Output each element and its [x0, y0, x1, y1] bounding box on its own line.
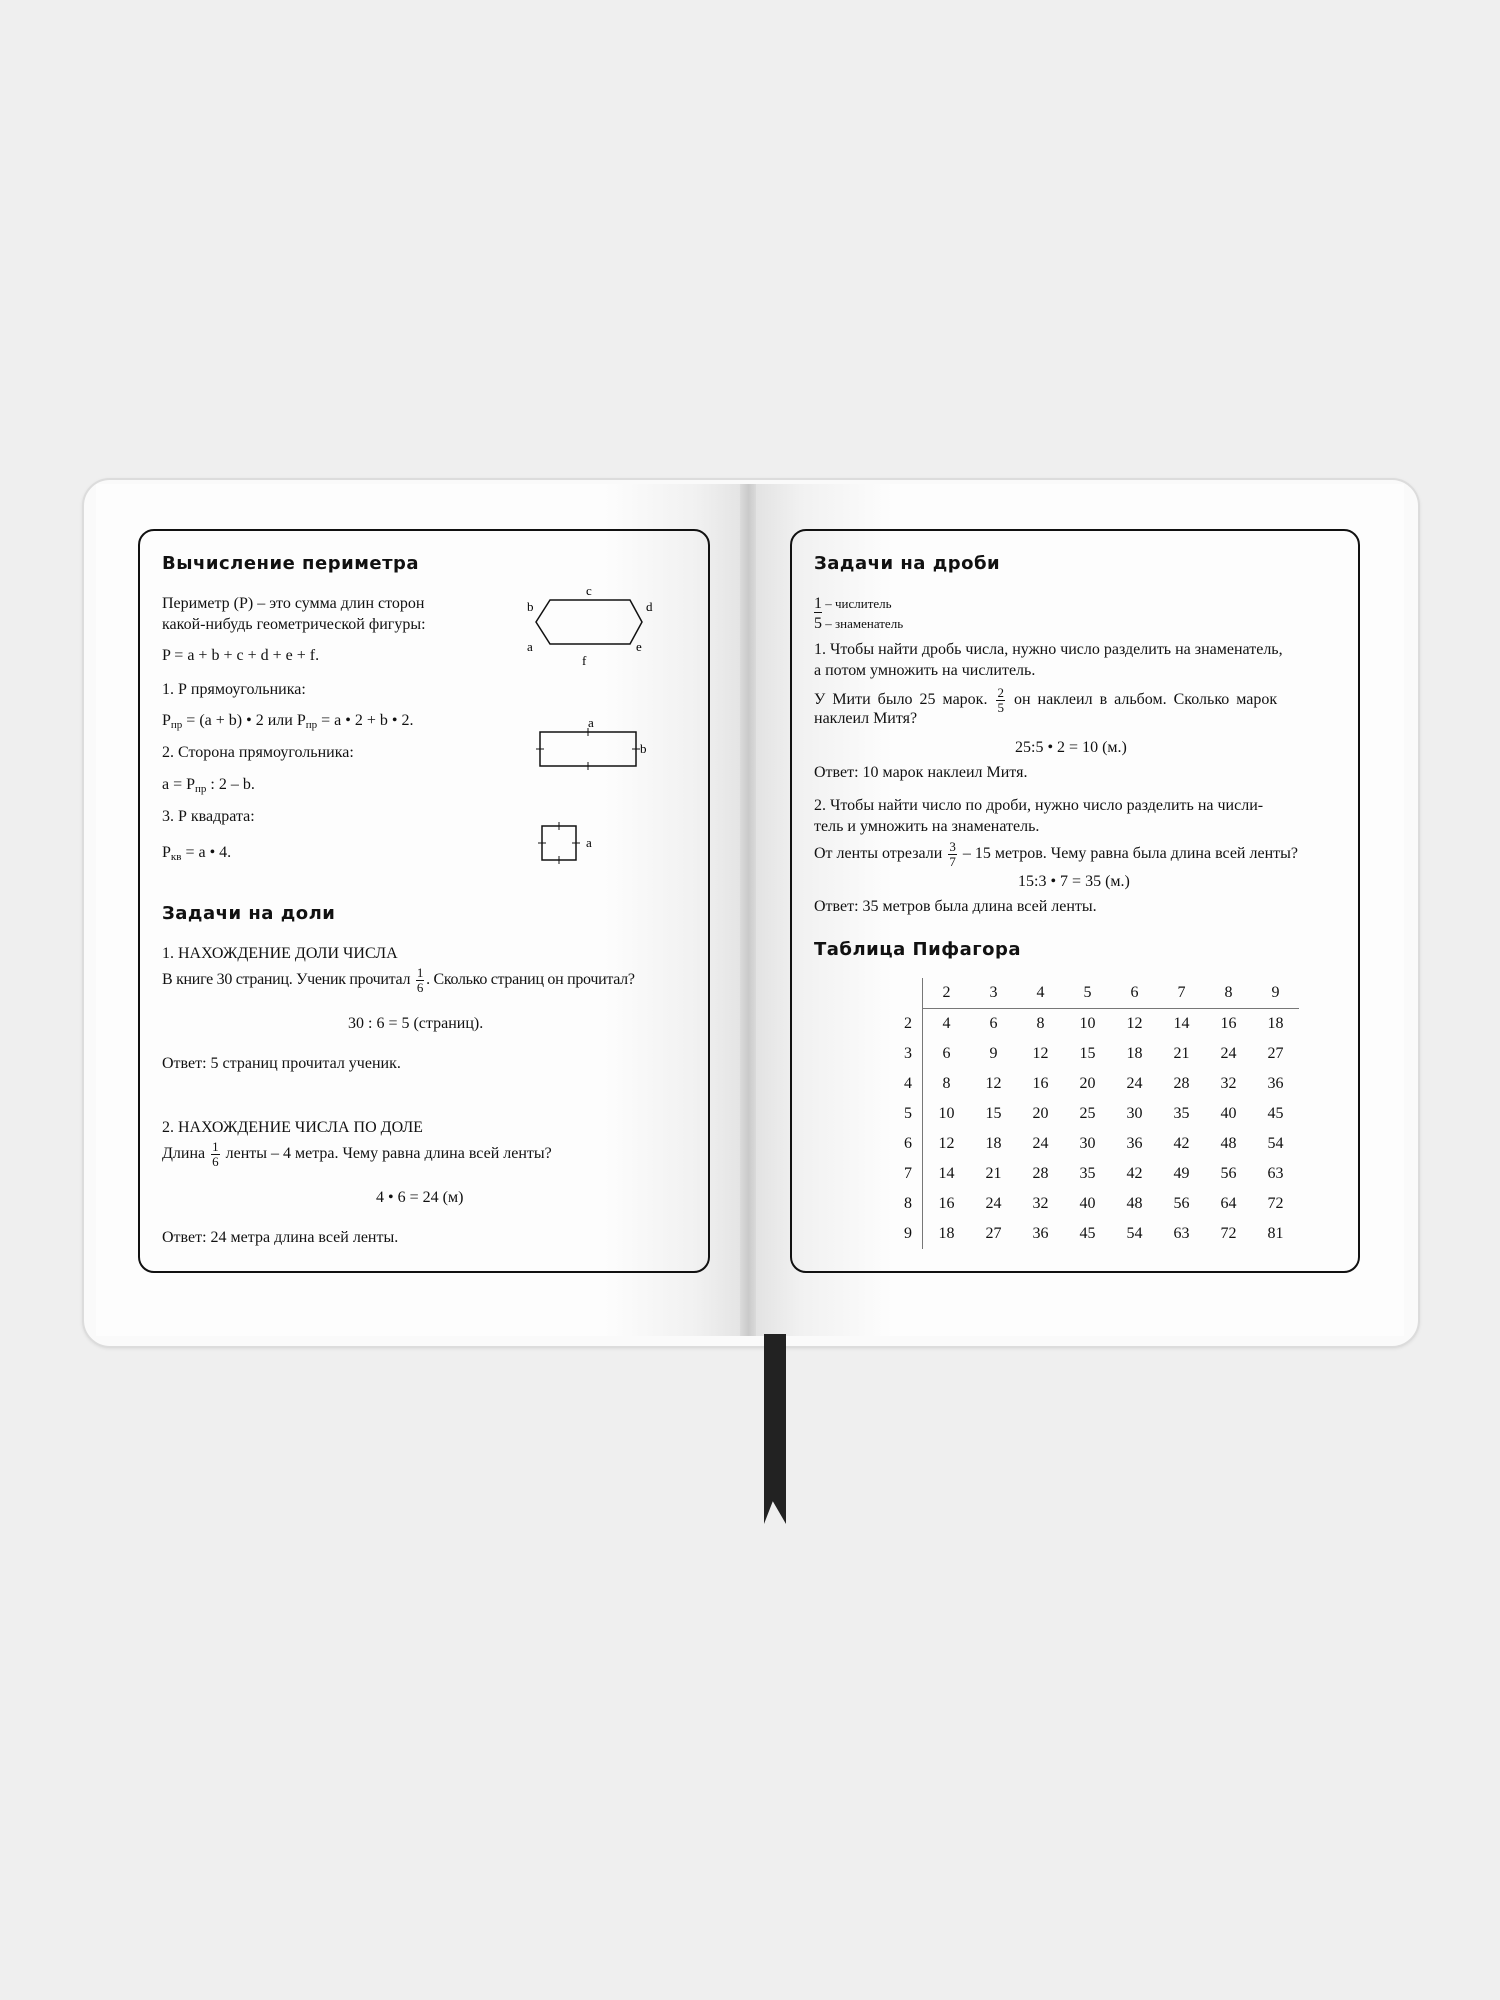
pythagoras-cell: 16 [938, 1195, 955, 1212]
pythagoras-row [860, 1039, 1299, 1069]
pythagoras-cell: 20 [1032, 1105, 1049, 1122]
pythagoras-row-header: 9 [860, 1219, 923, 1249]
pythagoras-cell: 14 [1173, 1015, 1190, 1032]
pythagoras-cell: 42 [1173, 1135, 1190, 1152]
rule2-calc: 15:3 • 7 = 35 (м.) [1018, 873, 1130, 890]
pythagoras-corner [860, 978, 923, 1009]
rectangle-label-a: a [588, 715, 594, 730]
pythagoras-cell: 24 [985, 1195, 1002, 1212]
pythagoras-row [860, 1069, 1299, 1099]
fraction-legend: 1 – числитель 5 – знаменатель [814, 595, 904, 632]
pythagoras-cell: 40 [1079, 1195, 1096, 1212]
rule2-answer: Ответ: 35 метров была длина всей ленты. [814, 898, 1097, 915]
rule2-line2: тель и умножить на знаменатель. [814, 818, 1040, 835]
pythagoras-cell: 14 [938, 1165, 955, 1182]
perimeter-definition-line1: Периметр (Р) – это сумма длин сторон [162, 595, 425, 612]
pythagoras-cell: 28 [1173, 1075, 1190, 1092]
pythagoras-cell: 10 [1079, 1015, 1096, 1032]
pythagoras-cell: 27 [1267, 1045, 1284, 1062]
pythagoras-cell: 64 [1220, 1195, 1237, 1212]
pythagoras-header-row [860, 978, 1299, 1009]
pythagoras-column-header: 9 [1252, 978, 1299, 1009]
rectangle-diagram [534, 714, 654, 770]
pythagoras-cell: 25 [1079, 1105, 1096, 1122]
pythagoras-cell: 12 [985, 1075, 1002, 1092]
pythagoras-cell: 20 [1079, 1075, 1096, 1092]
pythagoras-cell: 15 [985, 1105, 1002, 1122]
pythagoras-cell: 4 [942, 1015, 951, 1032]
pythagoras-cell: 40 [1220, 1105, 1237, 1122]
square-diagram [534, 818, 604, 868]
shares-title: Задачи на доли [162, 903, 336, 924]
pythagoras-cell: 9 [989, 1045, 998, 1062]
rule2-task: От ленты отрезали $\frac{3}{7}$ – 15 метров. Чему равна была длина всей ленты? [814, 839, 1298, 869]
pythagoras-column-header: 3 [970, 978, 1017, 1009]
pythagoras-row [860, 1189, 1299, 1219]
pythagoras-cell: 56 [1220, 1165, 1237, 1182]
pythagoras-cell: 12 [1032, 1045, 1049, 1062]
perimeter-definition-line2: какой-нибудь геометрической фигуры: [162, 616, 426, 633]
pythagoras-cell: 54 [1126, 1225, 1143, 1242]
pythagoras-cell: 24 [1220, 1045, 1237, 1062]
pythagoras-cell: 6 [989, 1015, 998, 1032]
pythagoras-row-header: 4 [860, 1069, 923, 1099]
hexagon-label-d: d [646, 599, 653, 614]
pythagoras-cell: 63 [1173, 1225, 1190, 1242]
number-by-share-task: Длина $\frac{1}{6}$ ленты – 4 метра. Чему равна длина всей ленты? [162, 1139, 552, 1169]
pythagoras-cell: 18 [985, 1135, 1002, 1152]
pythagoras-cell: 27 [985, 1225, 1002, 1242]
pythagoras-cell: 36 [1032, 1225, 1049, 1242]
pythagoras-cell: 72 [1220, 1225, 1237, 1242]
hexagon-label-a: a [527, 639, 533, 654]
rule1-task: У Мити было 25 марок. $\frac{2}{5}$ он наклеил в альбом. Сколько марок [814, 685, 1278, 715]
perimeter-formula: P = a + b + c + d + e + f. [162, 647, 320, 664]
hexagon-label-e: e [636, 639, 642, 654]
square-perimeter-formula: $P_{кв} = a$ • 4. [162, 844, 232, 863]
hexagon-diagram [520, 584, 660, 670]
rule1-task-end: наклеил Митя? [814, 710, 918, 727]
pythagoras-cell: 36 [1126, 1135, 1143, 1152]
pythagoras-cell: 81 [1267, 1225, 1284, 1242]
pythagoras-cell: 49 [1173, 1165, 1190, 1182]
pythagoras-row-header: 6 [860, 1129, 923, 1159]
pythagoras-cell: 21 [985, 1165, 1002, 1182]
pythagoras-cell: 18 [1126, 1045, 1143, 1062]
pythagoras-table [860, 978, 1299, 1249]
pythagoras-cell: 45 [1079, 1225, 1096, 1242]
pythagoras-row-header: 2 [860, 1009, 923, 1040]
pythagoras-cell: 18 [938, 1225, 955, 1242]
rule1-line1: 1. Чтобы найти дробь числа, нужно число разделить на знаменатель, [814, 641, 1283, 658]
pythagoras-cell: 30 [1126, 1105, 1143, 1122]
pythagoras-row [860, 1159, 1299, 1189]
pythagoras-cell: 32 [1220, 1075, 1237, 1092]
rectangle-perimeter-title: 1. Р прямоугольника: [162, 681, 306, 698]
share-of-number-title: 1. НАХОЖДЕНИЕ ДОЛИ ЧИСЛА [162, 945, 398, 962]
pythagoras-cell: 16 [1220, 1015, 1237, 1032]
pythagoras-column-header: 4 [1017, 978, 1064, 1009]
pythagoras-cell: 24 [1126, 1075, 1143, 1092]
pythagoras-cell: 6 [942, 1045, 951, 1062]
pythagoras-cell: 21 [1173, 1045, 1190, 1062]
pythagoras-cell: 12 [1126, 1015, 1143, 1032]
pythagoras-cell: 10 [938, 1105, 955, 1122]
pythagoras-cell: 54 [1267, 1135, 1284, 1152]
fraction-one-sixth-2: $\frac{1}{6}$ [212, 1139, 219, 1169]
share-of-number-answer: Ответ: 5 страниц прочитал ученик. [162, 1055, 401, 1072]
pythagoras-row-header: 3 [860, 1039, 923, 1069]
pythagoras-column-header: 2 [923, 978, 971, 1009]
rectangle-side-formula: $a = P_{пр}$ : 2 – b. [162, 776, 255, 795]
pythagoras-column-header: 8 [1205, 978, 1252, 1009]
fraction-two-fifths: $\frac{2}{5}$ [997, 685, 1004, 715]
pythagoras-cell: 8 [942, 1075, 951, 1092]
fraction-three-sevenths: $\frac{3}{7}$ [949, 839, 956, 869]
perimeter-title: Вычисление периметра [162, 553, 420, 574]
number-by-share-title: 2. НАХОЖДЕНИЕ ЧИСЛА ПО ДОЛЕ [162, 1119, 423, 1136]
pythagoras-cell: 35 [1173, 1105, 1190, 1122]
pythagoras-cell: 18 [1267, 1015, 1284, 1032]
pythagoras-row-header: 8 [860, 1189, 923, 1219]
pythagoras-cell: 35 [1079, 1165, 1096, 1182]
rule2-line1: 2. Чтобы найти число по дроби, нужно число разделить на числи- [814, 797, 1264, 814]
fractions-title: Задачи на дроби [814, 553, 1001, 574]
rule1-calc: 25:5 • 2 = 10 (м.) [1015, 739, 1127, 756]
pythagoras-cell: 32 [1032, 1195, 1049, 1212]
rule1-line2: а потом умножить на числитель. [814, 662, 1036, 679]
pythagoras-cell: 30 [1079, 1135, 1096, 1152]
pythagoras-cell: 16 [1032, 1075, 1049, 1092]
pythagoras-column-header: 7 [1158, 978, 1205, 1009]
pythagoras-row [860, 1219, 1299, 1249]
bookmark-ribbon[interactable] [764, 1334, 786, 1524]
rectangle-side-title: 2. Сторона прямоугольника: [162, 744, 354, 761]
fraction-one-sixth: $\frac{1}{6}$ [416, 965, 424, 995]
rectangle-label-b: b [640, 741, 647, 756]
rectangle-perimeter-formula: $P_{пр} = (a + b)$ • 2 или $P_{пр} = a$ • 2 + b • 2. [162, 712, 414, 731]
pythagoras-row-header: 7 [860, 1159, 923, 1189]
pythagoras-cell: 8 [1036, 1015, 1045, 1032]
hexagon-label-f: f [582, 653, 587, 668]
pythagoras-cell: 42 [1126, 1165, 1143, 1182]
pythagoras-cell: 48 [1126, 1195, 1143, 1212]
pythagoras-cell: 24 [1032, 1135, 1049, 1152]
pythagoras-cell: 56 [1173, 1195, 1190, 1212]
pythagoras-cell: 15 [1079, 1045, 1096, 1062]
pythagoras-column-header: 6 [1111, 978, 1158, 1009]
share-of-number-task: В книге 30 страниц. Ученик прочитал $\frac{1}{6}$ . Сколько страниц он прочитал? [162, 965, 635, 995]
pythagoras-title: Таблица Пифагора [814, 939, 1022, 960]
square-perimeter-title: 3. Р квадрата: [162, 808, 255, 825]
number-by-share-calc: 4 • 6 = 24 (м) [376, 1189, 464, 1206]
share-of-number-calc: 30 : 6 = 5 (страниц). [348, 1015, 484, 1032]
pythagoras-cell: 48 [1220, 1135, 1237, 1152]
pythagoras-cell: 12 [938, 1135, 955, 1152]
hexagon-label-b: b [527, 599, 534, 614]
pythagoras-cell: 63 [1267, 1165, 1284, 1182]
pythagoras-cell: 36 [1267, 1075, 1284, 1092]
book-spine [740, 484, 756, 1336]
square-label-a: a [586, 835, 592, 850]
pythagoras-row [860, 1129, 1299, 1159]
pythagoras-cell: 28 [1032, 1165, 1049, 1182]
pythagoras-row [860, 1099, 1299, 1129]
number-by-share-answer: Ответ: 24 метра длина всей ленты. [162, 1229, 399, 1246]
hexagon-label-c: c [586, 584, 592, 598]
pythagoras-row [860, 1009, 1299, 1040]
pythagoras-column-header: 5 [1064, 978, 1111, 1009]
pythagoras-row-header: 5 [860, 1099, 923, 1129]
rule1-answer: Ответ: 10 марок наклеил Митя. [814, 764, 1028, 781]
pythagoras-cell: 72 [1267, 1195, 1284, 1212]
pythagoras-cell: 45 [1267, 1105, 1284, 1122]
